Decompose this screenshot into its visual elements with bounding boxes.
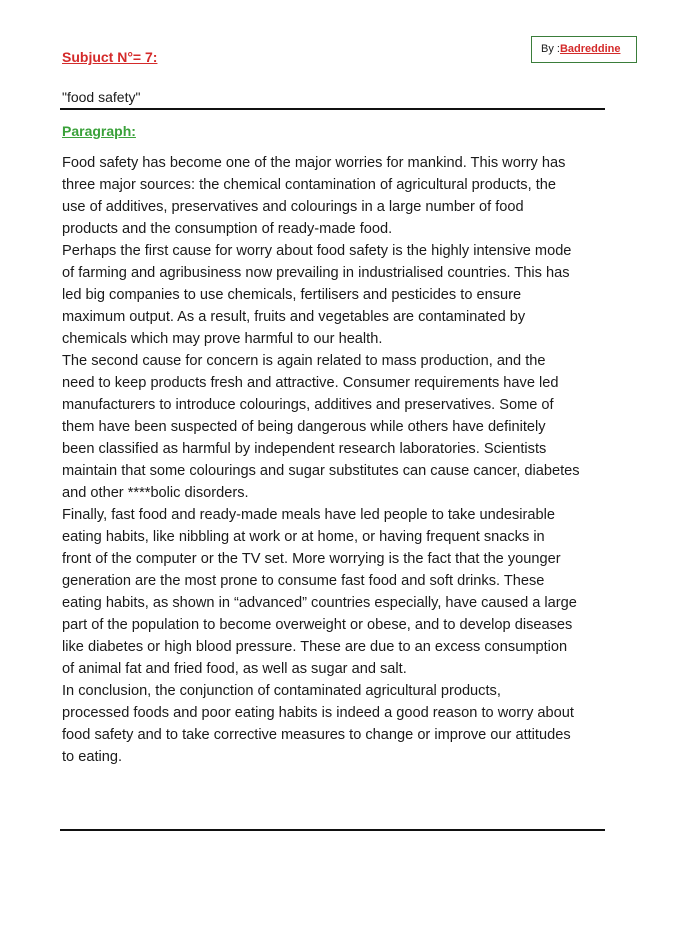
paragraph-line: In conclusion, the conjunction of contaminated agricultural products,: [62, 683, 501, 699]
paragraph-line: maximum output. As a result, fruits and vegetables are contaminated by: [62, 309, 526, 325]
paragraph-line: three major sources: the chemical contamination of agricultural products, the: [62, 177, 556, 193]
paragraph-body: [62, 152, 610, 768]
author-name: Badreddine: [559, 43, 621, 55]
paragraph-line: use of additives, preservatives and colourings in a large number of food: [62, 199, 524, 215]
paragraph-line: eating habits, as shown in “advanced” countries especially, have caused a large: [62, 595, 577, 611]
bottom-divider: [60, 829, 605, 831]
paragraph-line: The second cause for concern is again related to mass production, and the: [62, 353, 546, 369]
paragraph-line: them have been suspected of being dangerous while others have definitely: [62, 419, 546, 435]
paragraph-line: chemicals which may prove harmful to our health.: [62, 331, 383, 347]
paragraph-heading: Paragraph:: [62, 123, 136, 139]
paragraph-line: maintain that some colourings and sugar substitutes can cause cancer, diabetes: [62, 463, 580, 479]
paragraph-line: generation are the most prone to consume fast food and soft drinks. These: [62, 573, 545, 589]
paragraph-line: Finally, fast food and ready-made meals have led people to take undesirable: [62, 507, 555, 523]
paragraph-line: manufacturers to introduce colourings, additives and preservatives. Some of: [62, 397, 554, 413]
paragraph-line: products and the consumption of ready-made food.: [62, 221, 393, 237]
paragraph-line: food safety and to take corrective measures to change or improve our attitudes: [62, 727, 571, 743]
paragraph-line: Food safety has become one of the major worries for mankind. This worry has: [62, 155, 566, 171]
author-box: [531, 36, 637, 63]
paragraph-line: Perhaps the first cause for worry about food safety is the highly intensive mode: [62, 243, 572, 259]
paragraph-line: need to keep products fresh and attractive. Consumer requirements have led: [62, 375, 559, 391]
paragraph-line: of farming and agribusiness now prevailing in industrialised countries. This has: [62, 265, 570, 281]
top-divider: [60, 108, 605, 110]
paragraph-line: led big companies to use chemicals, fertilisers and pesticides to ensure: [62, 287, 522, 303]
paragraph-line: part of the population to become overweight or obese, and to develop diseases: [62, 617, 573, 633]
topic-title: "food safety": [62, 89, 141, 105]
author-prefix: By :: [541, 43, 560, 55]
paragraph-line: been classified as harmful by independent research laboratories. Scientists: [62, 441, 547, 457]
paragraph-line: eating habits, like nibbling at work or at home, or having frequent snacks in: [62, 529, 545, 545]
paragraph-line: of animal fat and fried food, as well as sugar and salt.: [62, 661, 407, 677]
subject-title: Subjuct N°= 7:: [62, 49, 158, 65]
paragraph-line: processed foods and poor eating habits is indeed a good reason to worry about: [62, 705, 574, 721]
paragraph-line: to eating.: [62, 749, 123, 765]
paragraph-line: like diabetes or high blood pressure. These are due to an excess consumption: [62, 639, 568, 655]
paragraph-line: and other ****bolic disorders.: [62, 485, 249, 501]
paragraph-line: front of the computer or the TV set. More worrying is the fact that the younger: [62, 551, 561, 567]
